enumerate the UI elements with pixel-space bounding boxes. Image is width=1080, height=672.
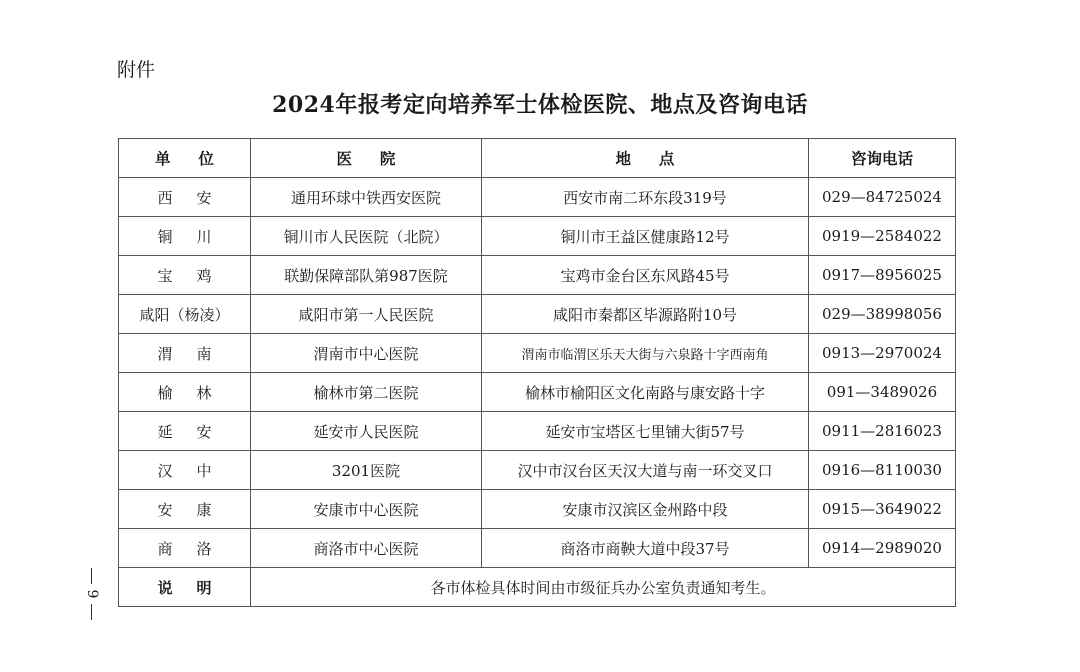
location-cell: 西安市南二环东段319号: [482, 178, 809, 217]
table-row: [119, 295, 956, 334]
unit-cell: 汉中: [119, 451, 251, 490]
hospital-cell: 渭南市中心医院: [251, 334, 482, 373]
phone-cell: 0911—2816023: [809, 412, 956, 451]
hospital-cell: 延安市人民医院: [251, 412, 482, 451]
phone-cell: 0913—2970024: [809, 334, 956, 373]
phone-cell: 0916—8110030: [809, 451, 956, 490]
page-number: [84, 568, 100, 620]
table-row: [119, 412, 956, 451]
unit-cell: 西安: [119, 178, 251, 217]
table-row: [119, 490, 956, 529]
phone-cell: 029—84725024: [809, 178, 956, 217]
hospital-cell: 通用环球中铁西安医院: [251, 178, 482, 217]
page-number-top-dash: [91, 568, 92, 584]
unit-cell: 商洛: [119, 529, 251, 568]
location-cell: 安康市汉滨区金州路中段: [482, 490, 809, 529]
phone-cell: 0914—2989020: [809, 529, 956, 568]
header-phone: 咨询电话: [809, 139, 956, 178]
hospital-cell: 咸阳市第一人民医院: [251, 295, 482, 334]
hospital-table: [118, 138, 956, 607]
hospital-cell: 3201医院: [251, 451, 482, 490]
location-cell: 延安市宝塔区七里铺大街57号: [482, 412, 809, 451]
table-row: [119, 178, 956, 217]
unit-cell: 安康: [119, 490, 251, 529]
unit-cell: 铜川: [119, 217, 251, 256]
hospital-cell: 榆林市第二医院: [251, 373, 482, 412]
table-row: [119, 217, 956, 256]
note-text: 各市体检具体时间由市级征兵办公室负责通知考生。: [251, 568, 956, 607]
page-number-bottom-dash: [91, 604, 92, 620]
unit-cell: 榆林: [119, 373, 251, 412]
hospital-cell: 商洛市中心医院: [251, 529, 482, 568]
page-number-text: 9: [84, 589, 100, 599]
phone-cell: 0919—2584022: [809, 217, 956, 256]
page-title: 2024年报考定向培养军士体检医院、地点及咨询电话: [272, 92, 808, 118]
attachment-label: 附件: [117, 59, 156, 81]
table-row: [119, 373, 956, 412]
phone-cell: 029—38998056: [809, 295, 956, 334]
header-hospital: 医院: [251, 139, 482, 178]
header-unit: 单位: [119, 139, 251, 178]
phone-cell: 091—3489026: [809, 373, 956, 412]
location-cell: 汉中市汉台区天汉大道与南一环交叉口: [482, 451, 809, 490]
hospital-cell: 安康市中心医院: [251, 490, 482, 529]
location-cell: 商洛市商鞅大道中段37号: [482, 529, 809, 568]
table-row: [119, 334, 956, 373]
note-row: [119, 568, 956, 607]
hospital-cell: 铜川市人民医院（北院）: [251, 217, 482, 256]
unit-cell: 延安: [119, 412, 251, 451]
table-header-row: [119, 139, 956, 178]
unit-cell: 渭南: [119, 334, 251, 373]
table-row: [119, 451, 956, 490]
note-label: 说明: [119, 568, 251, 607]
location-cell: 宝鸡市金台区东风路45号: [482, 256, 809, 295]
location-cell: 咸阳市秦都区毕源路附10号: [482, 295, 809, 334]
hospital-cell: 联勤保障部队第987医院: [251, 256, 482, 295]
header-location: 地点: [482, 139, 809, 178]
location-cell: 榆林市榆阳区文化南路与康安路十字: [482, 373, 809, 412]
location-cell: 铜川市王益区健康路12号: [482, 217, 809, 256]
phone-cell: 0917—8956025: [809, 256, 956, 295]
table-row: [119, 529, 956, 568]
table-row: [119, 256, 956, 295]
unit-cell: 宝鸡: [119, 256, 251, 295]
phone-cell: 0915—3649022: [809, 490, 956, 529]
location-cell: 渭南市临渭区乐天大街与六泉路十字西南角: [482, 334, 809, 373]
unit-cell: 咸阳（杨凌）: [119, 295, 251, 334]
